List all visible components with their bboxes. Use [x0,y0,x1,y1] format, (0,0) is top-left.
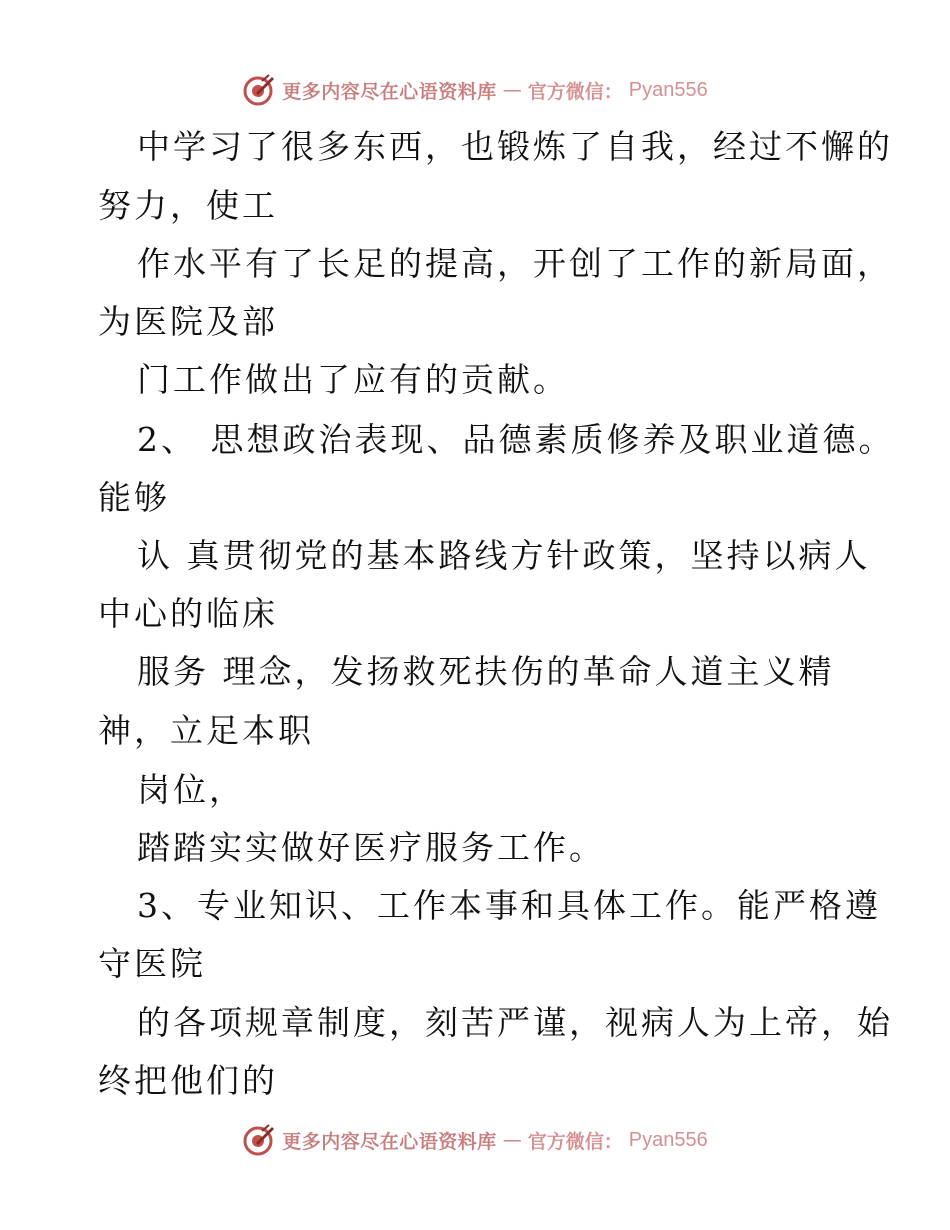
banner-dash: — [502,79,522,101]
pen-logo-icon [242,1123,276,1157]
footer-banner [0,1120,950,1160]
body-line: 中学习了很多东西，也锻炼了自我，经过不懈的 [137,127,893,166]
body-line: 神，立足本职 [98,711,314,750]
banner-wechat-label: 官方微信： [527,1130,623,1153]
body-line: 的各项规章制度，刻苦严谨，视病人为上帝，始 [137,1003,893,1042]
body-line: 认 真贯彻党的基本路线方针政策，坚持以病人 [137,536,871,575]
body-line: 努力，使工 [98,186,278,225]
body-line: 能够 [98,478,170,517]
header-banner [0,70,950,110]
body-line: 终把他们的 [98,1061,278,1100]
banner-slogan: 更多内容尽在心语资料库 [282,1130,497,1153]
body-line: 3、专业知识、工作本事和具体工作。能严格遵 [137,886,881,925]
body-line: 2、 思想政治表现、品德素质修养及职业道德。 [137,420,895,459]
body-line: 中心的临床 [98,594,278,633]
body-line: 踏踏实实做好医疗服务工作。 [137,828,605,867]
body-line: 服务 理念，发扬救死扶伤的革命人道主义精 [137,652,835,691]
body-line: 作水平有了长足的提高，开创了工作的新局面， [137,244,893,283]
body-line: 守医院 [98,944,206,983]
pen-logo-icon [242,73,276,107]
body-line: 为医院及部 [98,302,278,341]
banner-wechat-id: Pyan556 [628,78,708,101]
body-line: 岗位， [137,770,245,809]
banner-wechat-id: Pyan556 [628,1128,708,1151]
banner-wechat-label: 官方微信： [527,80,623,103]
banner-dash: — [502,1129,522,1151]
banner-slogan: 更多内容尽在心语资料库 [282,80,497,103]
body-line: 门工作做出了应有的贡献。 [137,360,569,399]
